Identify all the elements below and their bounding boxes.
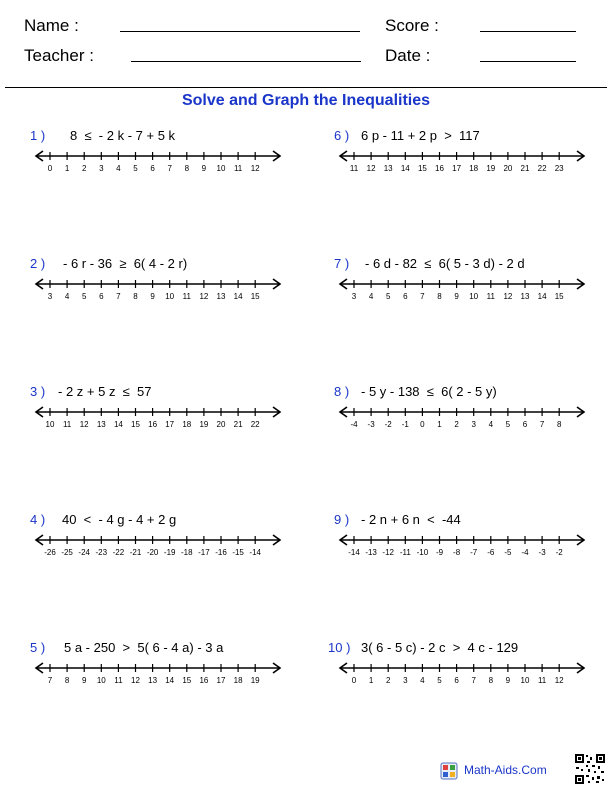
tick-label: 1 <box>368 676 374 685</box>
tick-label: 12 <box>366 164 376 173</box>
tick-label: 19 <box>250 676 260 685</box>
tick-label: 22 <box>537 164 547 173</box>
tick-label: 19 <box>486 164 496 173</box>
problem-8 <box>332 384 592 444</box>
number-line[interactable] <box>28 658 288 690</box>
tick-label: 4 <box>420 676 425 685</box>
tick-label: 1 <box>64 164 70 173</box>
tick-label: 11 <box>486 292 495 301</box>
tick-label: 8 <box>488 676 494 685</box>
header-divider <box>5 87 607 88</box>
tick-label: 19 <box>199 420 209 429</box>
qr-code-icon <box>574 753 606 785</box>
tick-label: 4 <box>116 164 121 173</box>
inequality: 5 a - 250 > 5( 6 - 4 a) - 3 a <box>64 640 224 655</box>
tick-label: 10 <box>520 676 530 685</box>
tick-label: -7 <box>470 548 478 557</box>
tick-label: 16 <box>435 164 444 173</box>
tick-label: -21 <box>129 548 142 557</box>
problem-3 <box>28 384 288 444</box>
tick-label: 11 <box>537 676 547 685</box>
tick-label: 9 <box>201 164 207 173</box>
tick-label: -3 <box>367 420 375 429</box>
tick-label: 4 <box>488 420 494 429</box>
problem-7 <box>332 256 592 316</box>
number-line[interactable] <box>332 658 592 690</box>
tick-label: 7 <box>116 292 121 301</box>
tick-label: 12 <box>250 164 260 173</box>
tick-label: -4 <box>350 420 358 429</box>
number-line[interactable] <box>332 530 592 562</box>
tick-label: 9 <box>454 292 459 301</box>
tick-label: 23 <box>554 164 564 173</box>
score-label: Score : <box>385 16 439 35</box>
tick-label: 13 <box>96 420 106 429</box>
tick-label: -14 <box>348 548 360 557</box>
problem-1 <box>28 128 288 188</box>
tick-label: -8 <box>453 548 461 557</box>
inequality: - 2 n + 6 n < -44 <box>361 512 461 527</box>
tick-label: 9 <box>150 292 155 301</box>
tick-label: 13 <box>520 292 530 301</box>
tick-label: 2 <box>81 164 87 173</box>
tick-label: 13 <box>148 676 158 685</box>
tick-label: 11 <box>233 164 243 173</box>
score-field[interactable] <box>480 31 576 32</box>
problem-6 <box>332 128 592 188</box>
tick-label: 3 <box>99 164 104 173</box>
tick-label: -14 <box>249 548 261 557</box>
tick-label: 18 <box>233 676 243 685</box>
tick-label: 17 <box>216 676 226 685</box>
tick-label: 0 <box>420 420 425 429</box>
tick-label: 18 <box>182 420 192 429</box>
tick-label: -17 <box>198 548 210 557</box>
tick-label: 0 <box>47 164 53 173</box>
calculator-icon <box>440 762 458 780</box>
tick-label: 15 <box>250 292 260 301</box>
tick-label: -4 <box>521 548 529 557</box>
tick-label: 8 <box>64 676 70 685</box>
tick-label: 5 <box>133 164 138 173</box>
tick-label: 2 <box>454 420 459 429</box>
number-line[interactable] <box>332 274 592 306</box>
name-label: Name : <box>24 16 79 35</box>
date-label: Date : <box>385 46 431 65</box>
teacher-label: Teacher : <box>24 46 94 65</box>
number-line[interactable] <box>28 530 288 562</box>
problem-2 <box>28 256 288 316</box>
tick-label: 11 <box>349 164 359 173</box>
tick-label: 8 <box>437 292 442 301</box>
inequality: - 6 r - 36 ≥ 6( 4 - 2 r) <box>63 256 188 271</box>
tick-label: 20 <box>503 164 513 173</box>
tick-label: 16 <box>148 420 158 429</box>
tick-label: 6 <box>454 676 459 685</box>
tick-label: 6 <box>522 420 528 429</box>
number-line[interactable] <box>28 274 288 306</box>
tick-label: 14 <box>400 164 410 173</box>
problem-number: 7 ) <box>334 256 350 271</box>
tick-label: 7 <box>471 676 476 685</box>
tick-label: 17 <box>452 164 462 173</box>
name-field[interactable] <box>120 31 360 32</box>
site-link[interactable]: Math-Aids.Com <box>464 763 547 777</box>
problem-number: 1 ) <box>30 128 46 143</box>
tick-label: 12 <box>131 676 140 685</box>
inequality: 3( 6 - 5 c) - 2 c > 4 c - 129 <box>361 640 519 655</box>
number-line[interactable] <box>332 402 592 434</box>
tick-label: -26 <box>44 548 56 557</box>
tick-label: 9 <box>81 676 87 685</box>
problem-number: 9 ) <box>334 512 350 527</box>
tick-label: 4 <box>368 292 374 301</box>
tick-label: 21 <box>233 420 243 429</box>
tick-label: 15 <box>554 292 564 301</box>
problem-number: 5 ) <box>30 640 46 655</box>
tick-label: 14 <box>233 292 243 301</box>
tick-label: 12 <box>79 420 89 429</box>
tick-label: -3 <box>538 548 546 557</box>
tick-label: -1 <box>401 420 409 429</box>
tick-label: 3 <box>471 420 476 429</box>
tick-label: -9 <box>435 548 444 557</box>
tick-label: 10 <box>45 420 55 429</box>
tick-label: 22 <box>250 420 260 429</box>
tick-label: 2 <box>385 676 391 685</box>
tick-label: 18 <box>469 164 479 173</box>
tick-label: 7 <box>420 292 425 301</box>
tick-label: 5 <box>505 420 511 429</box>
tick-label: 12 <box>554 676 564 685</box>
tick-label: 16 <box>199 676 209 685</box>
problem-10 <box>326 640 586 700</box>
tick-label: -24 <box>78 548 90 557</box>
date-field[interactable] <box>480 61 576 62</box>
tick-label: 15 <box>417 164 427 173</box>
problem-4 <box>28 512 288 572</box>
tick-label: -6 <box>487 548 495 557</box>
inequality: 6 p - 11 + 2 p > 117 <box>361 128 480 143</box>
tick-label: 8 <box>184 164 190 173</box>
teacher-field[interactable] <box>131 61 361 62</box>
tick-label: 8 <box>133 292 138 301</box>
tick-label: 5 <box>81 292 87 301</box>
tick-label: 14 <box>165 676 175 685</box>
problem-number: 4 ) <box>30 512 46 527</box>
tick-label: 21 <box>520 164 530 173</box>
inequality: 40 < - 4 g - 4 + 2 g <box>62 512 177 527</box>
tick-label: 3 <box>403 676 408 685</box>
tick-label: 6 <box>403 292 408 301</box>
tick-label: -16 <box>215 548 227 557</box>
tick-label: 10 <box>469 292 479 301</box>
inequality: - 5 y - 138 ≤ 6( 2 - 5 y) <box>361 384 497 399</box>
problem-number: 2 ) <box>30 256 46 271</box>
tick-label: -20 <box>146 548 159 557</box>
tick-label: 17 <box>165 420 175 429</box>
problem-number: 10 ) <box>328 640 351 655</box>
tick-label: 3 <box>47 292 53 301</box>
tick-label: -12 <box>382 548 394 557</box>
tick-label: 7 <box>539 420 545 429</box>
tick-label: 5 <box>385 292 391 301</box>
tick-label: 11 <box>114 676 123 685</box>
tick-label: -19 <box>163 548 176 557</box>
tick-label: -13 <box>365 548 377 557</box>
problem-number: 6 ) <box>334 128 350 143</box>
tick-label: 11 <box>182 292 191 301</box>
problem-number: 8 ) <box>334 384 350 399</box>
tick-label: 11 <box>62 420 72 429</box>
tick-label: -2 <box>555 548 563 557</box>
tick-label: 1 <box>437 420 442 429</box>
tick-label: 7 <box>167 164 172 173</box>
number-line[interactable] <box>28 402 288 434</box>
tick-label: 20 <box>216 420 226 429</box>
tick-label: -22 <box>112 548 125 557</box>
worksheet-title: Solve and Graph the Inequalities <box>181 92 431 109</box>
tick-label: 12 <box>503 292 513 301</box>
tick-label: -10 <box>416 548 429 557</box>
tick-label: -5 <box>504 548 512 557</box>
tick-label: 6 <box>150 164 155 173</box>
problem-5 <box>28 640 288 700</box>
tick-label: 12 <box>199 292 209 301</box>
tick-label: 7 <box>47 676 53 685</box>
tick-label: 15 <box>131 420 140 429</box>
tick-label: 8 <box>556 420 562 429</box>
tick-label: 14 <box>537 292 547 301</box>
tick-label: 9 <box>505 676 511 685</box>
tick-label: 10 <box>96 676 106 685</box>
inequality: - 2 z + 5 z ≤ 57 <box>58 384 152 399</box>
tick-label: -23 <box>95 548 108 557</box>
problem-9 <box>332 512 592 572</box>
tick-label: 13 <box>216 292 226 301</box>
tick-label: 15 <box>182 676 192 685</box>
inequality: 8 ≤ - 2 k - 7 + 5 k <box>70 128 176 143</box>
tick-label: -18 <box>181 548 193 557</box>
tick-label: -15 <box>232 548 244 557</box>
tick-label: 10 <box>216 164 226 173</box>
tick-label: 0 <box>351 676 357 685</box>
tick-label: 6 <box>99 292 104 301</box>
tick-label: 10 <box>165 292 175 301</box>
tick-label: -11 <box>399 548 411 557</box>
tick-label: -25 <box>61 548 73 557</box>
tick-label: -2 <box>384 420 392 429</box>
number-line[interactable] <box>28 146 288 178</box>
tick-label: 3 <box>351 292 357 301</box>
number-line[interactable] <box>332 146 592 178</box>
inequality: - 6 d - 82 ≤ 6( 5 - 3 d) - 2 d <box>365 256 525 271</box>
tick-label: 14 <box>113 420 123 429</box>
tick-label: 4 <box>64 292 70 301</box>
tick-label: 13 <box>383 164 393 173</box>
problem-number: 3 ) <box>30 384 46 399</box>
tick-label: 5 <box>437 676 442 685</box>
